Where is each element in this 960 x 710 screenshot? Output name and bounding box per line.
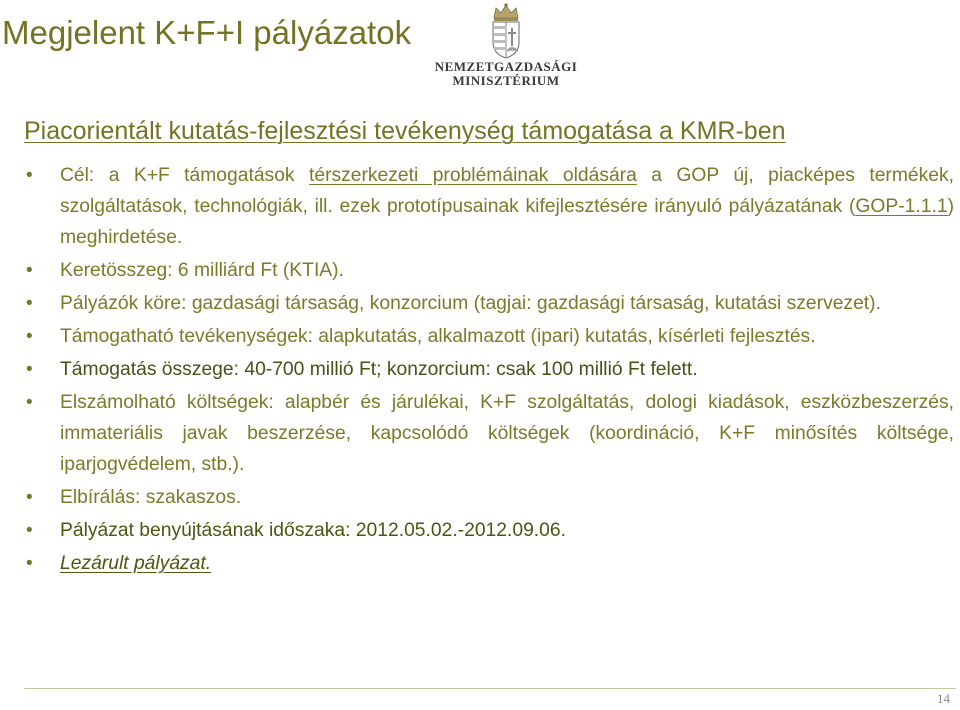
closed-status-link[interactable]: Lezárult pályázat. xyxy=(60,553,212,574)
slide-title: Megjelent K+F+I pályázatok xyxy=(2,14,412,51)
coat-of-arms-icon xyxy=(484,2,528,60)
list-item: • Elbírálás: szakaszos. xyxy=(24,482,954,513)
text-link[interactable]: térszerkezeti problémáinak oldására xyxy=(308,165,637,186)
list-item: • Pályázók köre: gazdasági társaság, konzorcium (tagjai: gazdasági társaság, kutatási szervezet). xyxy=(24,288,954,319)
list-item xyxy=(24,548,954,579)
bullet-text: a GOP új, piacképes termékek, szolgáltatások, technológiák, ill. ezek prototípusainak kifejlesztésére irányuló pályázatának ( xyxy=(60,165,954,217)
list-item: • Támogatható tevékenységek: alapkutatás, alkalmazott (ipari) kutatás, kísérleti fejlesztés. xyxy=(24,321,954,352)
ministry-logo xyxy=(426,2,586,98)
list-item: • Támogatás összege: 40-700 millió Ft; konzorcium: csak 100 millió Ft felett. xyxy=(24,354,954,385)
slide-subtitle: Piacorientált kutatás-fejlesztési tevékenység támogatása a KMR-ben xyxy=(24,117,786,145)
footer-divider xyxy=(24,688,956,689)
bullet-text: Cél: a K+F támogatások xyxy=(60,165,309,186)
list-item: • Elszámolható költségek: alapbér és járulékai, K+F szolgáltatás, dologi kiadások, eszközbeszerzés, immateriális javak beszerzése, kapcsolódó költségek (koordináció, K+F minősítés költsége, iparjogvédelem, stb.). xyxy=(24,387,954,480)
list-item: • Keretösszeg: 6 milliárd Ft (KTIA). xyxy=(24,255,954,286)
ministry-name-line2: MINISZTÉRIUM xyxy=(452,73,560,88)
program-code: GOP-1.1.1 xyxy=(855,196,948,217)
page-number: 14 xyxy=(937,691,950,706)
list-item: • Pályázat benyújtásának időszaka: 2012.05.02.-2012.09.06. xyxy=(24,515,954,546)
bullet-text: ) meghirdetése. xyxy=(60,196,954,248)
ministry-name-line1: NEMZETGAZDASÁGI xyxy=(434,59,578,74)
list-item xyxy=(24,160,954,253)
bullet-list xyxy=(24,160,954,581)
